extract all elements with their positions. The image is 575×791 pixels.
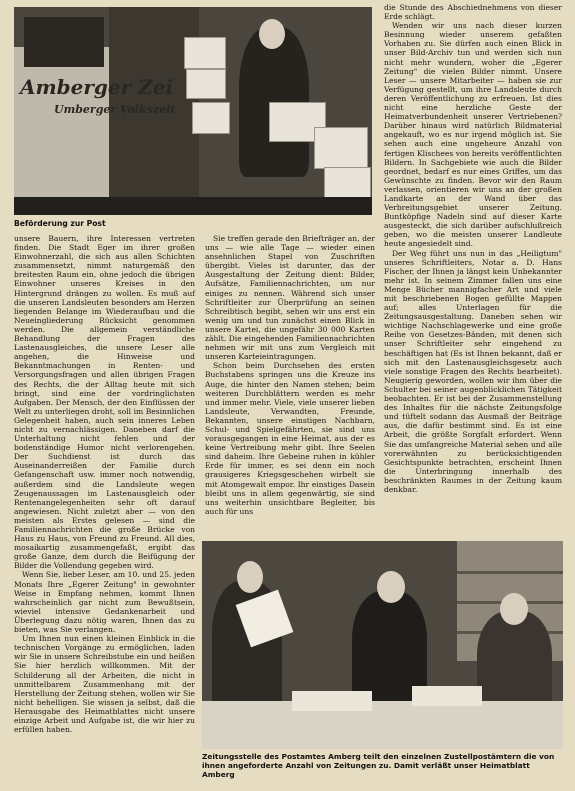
top-photo-caption: Beförderung zur Post — [14, 219, 106, 228]
newspaper-bundle — [192, 102, 230, 134]
photo-post-van — [14, 7, 372, 215]
newspaper-stack — [412, 686, 482, 706]
newspaper-stack — [202, 701, 563, 749]
van-lettering-sub: Umberger Volkszeit — [54, 103, 176, 116]
shelf-row — [457, 571, 563, 574]
newspaper-bundle — [186, 69, 226, 99]
article-column-3 — [384, 3, 562, 494]
column-1-paragraph: unsere Bauern, ihre Interessen vertreten finden. Die Stadt Eger im ihrer großen Einwohnerzahl, die sich aus allen Schichten zusammensetzt, nimmt naturgemäß den breitesten Raum ein, ohne jedoch die übrigen Einwohner unseres Kreises in den Hintergrund drängen zu wollen. Es muß auf die unseren Landsleuten besonders am Herzen liegenden Belange im Wiederaufbau und die Neueingliederung Rücksicht genommen werden. Die allgemein verständliche Behandlung der Fragen des Lastenausgleiches, die unsere Leser alle angehen, die Hinweise und Bekanntmachungen in Renten- und Versorgungsfragen und allen übrigen Fragen des Rechts, die der Alltag heute mit sich bringt, sind eine der vordringlichsten Aufgaben. Der Mensch, der den Einflüssen der Welt zu unterliegen droht, soll im Besinnlichen Gelegenheit haben, auch sein inneres Leben nicht zu vernachlässigen. Daneben darf die Unterhaltung nicht fehlen und der bodenständige Humor nicht verlorengehen. Der Suchdienst ist durch das Auseinanderreißen der Familie durch Gefangenschaft usw. immer noch notwendig, außerdem sind die Landsleute wegen Zeugenaussagen im Lastenausgleich oder Rentenangelegenheiten sehr oft darauf angewiesen. Nicht zuletzt aber — von den meisten als Erstes gelesen — sind die Familiennachrichten die große Brücke von Haus zu Haus, von Freund zu Freund. All dies, mosaikartig zusammengefaßt, ergibt das große Ganze, dem durch die Beifügung der Bilder die Vollendung gegeben wird. — [14, 234, 195, 571]
column-1-paragraph: Wenn Sie, lieber Leser, am 10. und 25. jeden Monats Ihre „Egerer Zeitung" in gewohnter Weise in Empfang nehmen, kommt Ihnen wahrscheinlich gar nicht zum Bewußtsein, wieviel intensive Gedankenarbeit und Überlegung dazu nötig waren, Ihnen das zu bieten, was Sie verlangen. — [14, 570, 195, 635]
column-2-paragraph: Schon beim Durchsehen des ersten Buchstabens springen uns die Kreuze ins Auge, die hinter den Namen stehen; beim weiteren Durchblättern werden es mehr und immer mehr. Viele, viele unserer lieben Landsleute, Verwandten, Freunde, Bekannten, unsere einstigen Nachbarn, Schul- und Spielgefährten, sie sind uns vorausgegangen in eine Heimat, aus der es keine Vertreibung mehr gibt. Ihre Seelen sind daheim. Ihre Gebeine ruhen in kühler Erde für immer, es sei denn ein noch grausigeres Kriegsgeschehen wirbelt sie mit Atomgewalt empor. Ihr einstiges Dasein bleibt uns in allem gegenwärtig, sie sind uns weiterhin unsichtbare Begleiter, bis auch für uns — [205, 361, 375, 516]
column-3-paragraph: die Stunde des Abschiednehmens von dieser Erde schlägt. — [384, 3, 562, 22]
van-door-frame — [109, 7, 199, 197]
clerk-middle-head — [377, 571, 405, 603]
postal-worker-head — [259, 19, 285, 49]
bottom-photo-caption: Zeitungsstelle des Postamtes Amberg teilt den einzelnen Zustellpostämtern die von ihnen angeforderte Anzahl von Zeitungen zu. Damit verläßt unser Heimatblatt Amberg — [202, 752, 555, 779]
photo-post-office-sorting — [202, 541, 563, 749]
column-2-paragraph: Sie treffen gerade den Briefträger an, der uns — wie alle Tage — wieder einen ansehnlichen Stapel von Zuschriften übergibt. Vieles ist darunter, das der Ausgestaltung der Zeitung dient: Bilder, Aufsätze, Familiennachrichten, um nur einiges zu nennen. Während sich unser Schriftleiter zur Überprüfung an seinen Schreibtisch begibt, sehen wir uns erst ein wenig um und tun zunächst einen Blick in unsere Kartei, die ungefähr 30 000 Karten zählt. Die eingehenden Familiennachrichten nehmen wir mit uns zum Vergleich mit unseren Karteieintragungen. — [205, 234, 375, 362]
newspaper-bundle — [184, 37, 226, 69]
newspaper-stack — [292, 691, 372, 711]
ground — [14, 197, 372, 215]
column-3-paragraph: Wenden wir uns nach dieser kurzen Besinnung wieder unserem gefaßten Vorhaben zu. Sie dürfen auch einen Blick in unser Bild-Archiv tun und werden sich nun nicht mehr wundern, woher die „Egerer Zeitung" die vielen Bilder nimmt. Unsere Leser — unsere Mitarbeiter — haben sie zur Verfügung gestellt, um ihre Landsleute durch deren Veröffentlichung zu erfreuen. Ist dies nicht eine herzliche Geste der Heimatverbundenheit unserer Vertriebenen? Darüber hinaus wird natürlich Bildmaterial angekauft, wo es nur irgend möglich ist. Sie sehen auch eine ungeheure Anzahl von fertigen Klischees von bereits veröffentlichten Bildern. In Sachgebiete wie auch die Bilder geordnet, bedarf es nur eines Griffes, um das Gewünschte zu finden. Bevor wir den Raum verlassen, orientieren wir uns an der großen Landkarte an der Wand über das Verbreitungsgebiet unserer Zeitung. Buntköpfige Nadeln sind auf dieser Karte ausgesteckt, die sich darüber aufschlußreich geben, wo die meisten unserer Landleute heute angesiedelt sind. — [384, 21, 562, 249]
van-window — [24, 17, 104, 67]
article-column-2 — [205, 234, 375, 516]
van-lettering-main: Amberger Zei — [20, 75, 174, 99]
clerk-right-head — [500, 593, 528, 625]
clerk-left-head — [237, 561, 263, 593]
newspaper-bundle — [314, 127, 368, 169]
article-column-1 — [14, 234, 195, 734]
column-1-paragraph: Um Ihnen nun einen kleinen Einblick in die technischen Vorgänge zu ermöglichen, laden wir Sie in unsere Schreibstube ein und heißen Sie hier herzlich willkommen. Mit der Schilderung all der Arbeiten, die nicht in unmittelbarem Zusammenhang mit der Herstellung der Zeitung stehen, wollen wir Sie nicht behelligen. Sie wissen ja selbst, daß die Herausgabe des Heimatblattes nicht unsere einzige Arbeit und Aufgabe ist, die wir hier zu erfüllen haben. — [14, 634, 195, 735]
column-3-paragraph: Der Weg führt uns nun in das „Heiligtum" unseres Schriftleiters, Notar a. D. Hans Fischer, der Ihnen ja längst kein Unbekannter mehr ist. In seinem Zimmer fallen uns eine Menge Bücher mannigfacher Art und viele mit beschriebenen Bogen gefüllte Mappen auf; alles Unterlagen für die Zeitungsausgestaltung. Daneben sehen wir wichtige Nachschlagewerke und eine große Reihe von Gesetzes-Bänden, mit denen sich unser Schriftleiter sehr eingehend zu beschäftigen hat (Es ist Ihnen bekannt, daß er sich mit den Lastenausgleichsgesetz auch viele sonstige Fragen des Rechts bearbeitet). Neugierig geworden, wollen wir ihm über die Schulter bei seiner augenblicklichen Tätigkeit beobachten. Er ist bei der Zusammenstellung des Inhaltes für die nächste Zeitungsfolge und tüftelt sodann das Ausmaß der Beiträge aus, die dafür bestimmt sind. Es ist eine Arbeit, die größte Sorgfalt erfordert. Wenn Sie das umfangreiche Material sehen und alle vorerwähnten zu berücksichtigenden Gesichtspunkte betrachten, erscheint Ihnen die Unterbringung innerhalb des beschränkten Raumes in der Zeitung kaum denkbar. — [384, 248, 562, 494]
